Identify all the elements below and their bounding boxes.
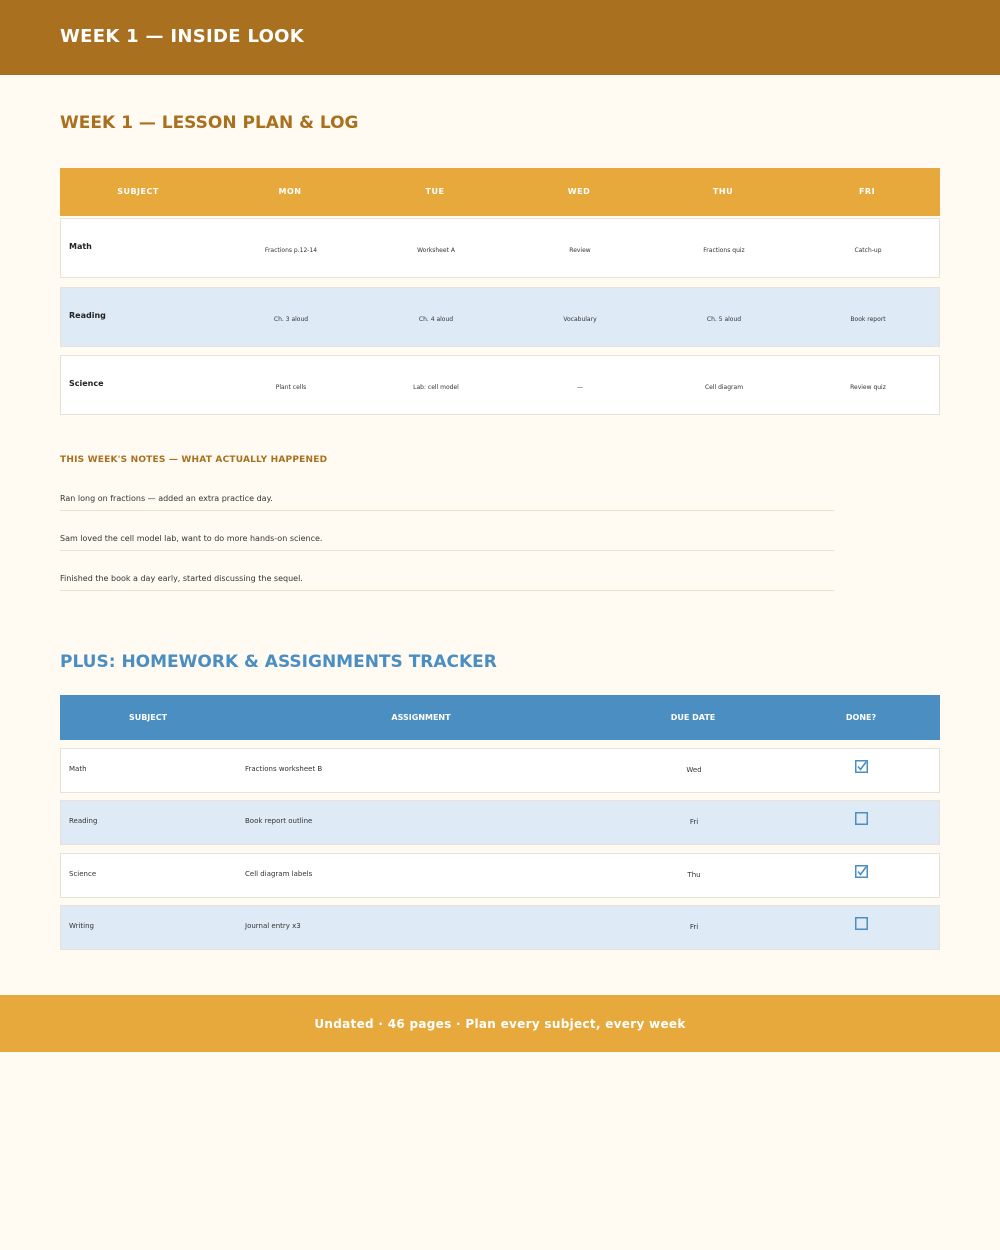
- row-assignment: Book report outline: [245, 817, 313, 825]
- lesson-cell: Worksheet A: [417, 247, 455, 254]
- lesson-row-science: [60, 355, 940, 415]
- tracker-row-writing: [60, 905, 940, 950]
- lesson-plan-table: [60, 168, 940, 415]
- lesson-cell: Ch. 4 aloud: [418, 316, 454, 323]
- tracker-row-reading: [60, 800, 940, 845]
- checkbox-unchecked-icon[interactable]: [855, 812, 868, 825]
- row-due-date: Wed: [686, 766, 702, 774]
- lesson-cell: Ch. 5 aloud: [706, 316, 742, 323]
- footer-text: Undated · 46 pages · Plan every subject, every week: [314, 1017, 686, 1031]
- lesson-cell: Book report: [850, 316, 886, 323]
- lesson-cell: Ch. 3 aloud: [273, 316, 309, 323]
- lesson-cell: Vocabulary: [563, 316, 597, 323]
- note-line: Sam loved the cell model lab, want to do more hands-on science.: [60, 534, 834, 551]
- lesson-cell: Fractions p.12-14: [264, 247, 318, 254]
- lesson-cell: Lab: cell model: [413, 384, 459, 391]
- note-line: Finished the book a day early, started discussing the sequel.: [60, 574, 834, 591]
- column-header-assignment: ASSIGNMENT: [391, 713, 451, 722]
- checkbox-checked-icon[interactable]: [855, 760, 868, 773]
- row-subject: Reading: [69, 817, 98, 825]
- tracker-table: [60, 695, 940, 931]
- lesson-cell: Catch-up: [854, 247, 882, 254]
- note-line: Ran long on fractions — added an extra practice day.: [60, 494, 834, 511]
- checkbox-checked-icon[interactable]: [855, 865, 868, 878]
- row-assignment: Journal entry x3: [245, 922, 301, 930]
- footer-banner: [0, 995, 1000, 1052]
- tracker-title: PLUS: HOMEWORK & ASSIGNMENTS TRACKER: [60, 652, 497, 672]
- row-subject: Science: [69, 870, 97, 878]
- column-header-mon: MON: [278, 187, 302, 196]
- tracker-row-math: [60, 748, 940, 793]
- row-subject: Science: [69, 379, 104, 388]
- row-subject: Reading: [69, 311, 106, 320]
- checkbox-unchecked-icon[interactable]: [855, 917, 868, 930]
- lesson-cell: Review quiz: [850, 384, 886, 391]
- column-header-done: DONE?: [845, 713, 877, 722]
- lesson-cell: Fractions quiz: [703, 247, 745, 254]
- tracker-header-row: [60, 695, 940, 740]
- page-title: WEEK 1 — INSIDE LOOK: [60, 26, 305, 47]
- row-subject: Writing: [69, 922, 94, 930]
- top-banner: [0, 0, 1000, 75]
- column-header-tue: TUE: [425, 187, 445, 196]
- row-due-date: Fri: [689, 923, 699, 931]
- column-header-due-date: DUE DATE: [670, 713, 716, 722]
- row-subject: Math: [69, 242, 92, 251]
- lesson-plan-header-row: [60, 168, 940, 216]
- column-header-subject: SUBJECT: [128, 713, 168, 722]
- notes-title: THIS WEEK'S NOTES — WHAT ACTUALLY HAPPENED: [60, 455, 328, 465]
- column-header-subject: SUBJECT: [117, 187, 159, 196]
- column-header-wed: WED: [567, 187, 591, 196]
- column-header-thu: THU: [712, 187, 734, 196]
- row-assignment: Cell diagram labels: [245, 870, 313, 878]
- lesson-cell: Plant cells: [275, 384, 307, 391]
- lesson-cell: Cell diagram: [704, 384, 744, 391]
- row-assignment: Fractions worksheet B: [245, 765, 323, 773]
- lesson-plan-title: WEEK 1 — LESSON PLAN & LOG: [60, 113, 359, 133]
- column-header-fri: FRI: [858, 187, 876, 196]
- lesson-row-reading: [60, 287, 940, 347]
- row-due-date: Fri: [689, 818, 699, 826]
- lesson-cell: —: [577, 384, 583, 391]
- lesson-row-math: [60, 218, 940, 278]
- lesson-cell: Review: [569, 247, 591, 254]
- tracker-row-science: [60, 853, 940, 898]
- row-due-date: Thu: [687, 871, 701, 879]
- row-subject: Math: [69, 765, 87, 773]
